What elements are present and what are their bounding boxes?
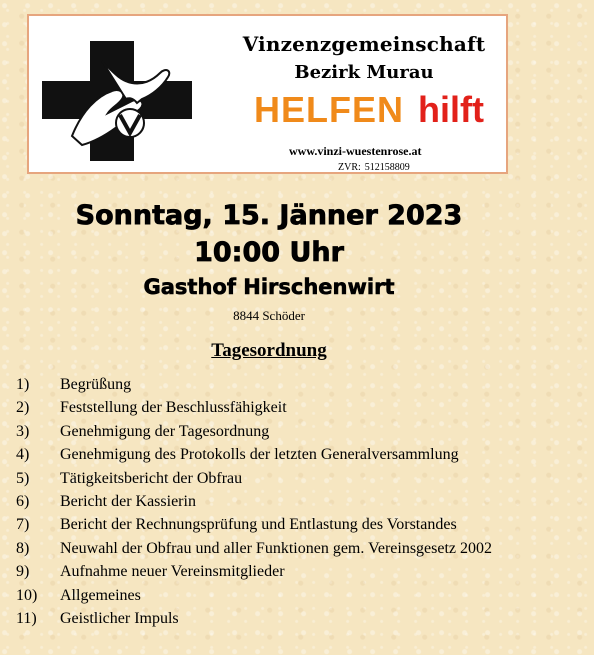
agenda-item-text: Genehmigung des Protokolls der letzten Generalversammlung: [60, 446, 459, 464]
agenda-item-text: Genehmigung der Tagesordnung: [60, 422, 270, 440]
zvr-label: ZVR:: [338, 162, 361, 173]
event-time: 10:00 Uhr: [194, 237, 344, 268]
agenda-title: Tagesordnung: [211, 340, 327, 361]
agenda-item-number: 1): [16, 376, 30, 393]
agenda-item-number: 10): [16, 586, 38, 604]
agenda-item-text: Feststellung der Beschlussfähigkeit: [60, 399, 287, 417]
agenda-item-text: Geistlicher Impuls: [60, 609, 179, 627]
agenda-item-text: Aufnahme neuer Vereinsmitglieder: [60, 563, 285, 581]
website-link[interactable]: www.vinzi-wuestenrose.at: [289, 144, 422, 158]
agenda-item-number: 3): [16, 422, 30, 440]
agenda-item-number: 7): [16, 516, 30, 534]
slogan-helfen: HELFEN: [254, 89, 404, 130]
zvr-number: [334, 162, 410, 173]
header-banner: [27, 14, 508, 174]
agenda-item-number: 11): [16, 609, 37, 627]
org-name: Vinzenzgemeinschaft: [242, 32, 486, 56]
slogan-hilft: hilft: [418, 89, 484, 130]
agenda-item-number: 5): [16, 469, 30, 487]
slogan: [254, 88, 484, 132]
agenda-item-text: Allgemeines: [60, 586, 141, 604]
agenda-item-text: Bericht der Kassierin: [60, 492, 196, 510]
agenda-item-text: Bericht der Rechnungsprüfung und Entlastung des Vorstandes: [60, 516, 457, 534]
agenda-item-number: 8): [16, 539, 30, 557]
event-venue: Gasthof Hirschenwirt: [143, 275, 395, 299]
agenda-item-text: Tätigkeitsbericht der Obfrau: [60, 469, 243, 487]
agenda-item-number: 9): [16, 563, 30, 581]
org-district: Bezirk Murau: [294, 62, 434, 83]
zvr-value: 512158809: [364, 162, 410, 173]
hands-cross-logo-icon: [42, 41, 192, 161]
agenda-item-text: Neuwahl der Obfrau und aller Funktionen gem. Vereinsgesetz 2002: [60, 539, 493, 557]
agenda-item-number: 4): [16, 446, 30, 464]
agenda-item-number: 6): [16, 492, 30, 510]
agenda-item-text: Begrüßung: [60, 376, 132, 393]
agenda-item-number: 2): [16, 399, 30, 417]
event-place: 8844 Schöder: [233, 308, 305, 323]
event-date: Sonntag, 15. Jänner 2023: [75, 200, 463, 231]
